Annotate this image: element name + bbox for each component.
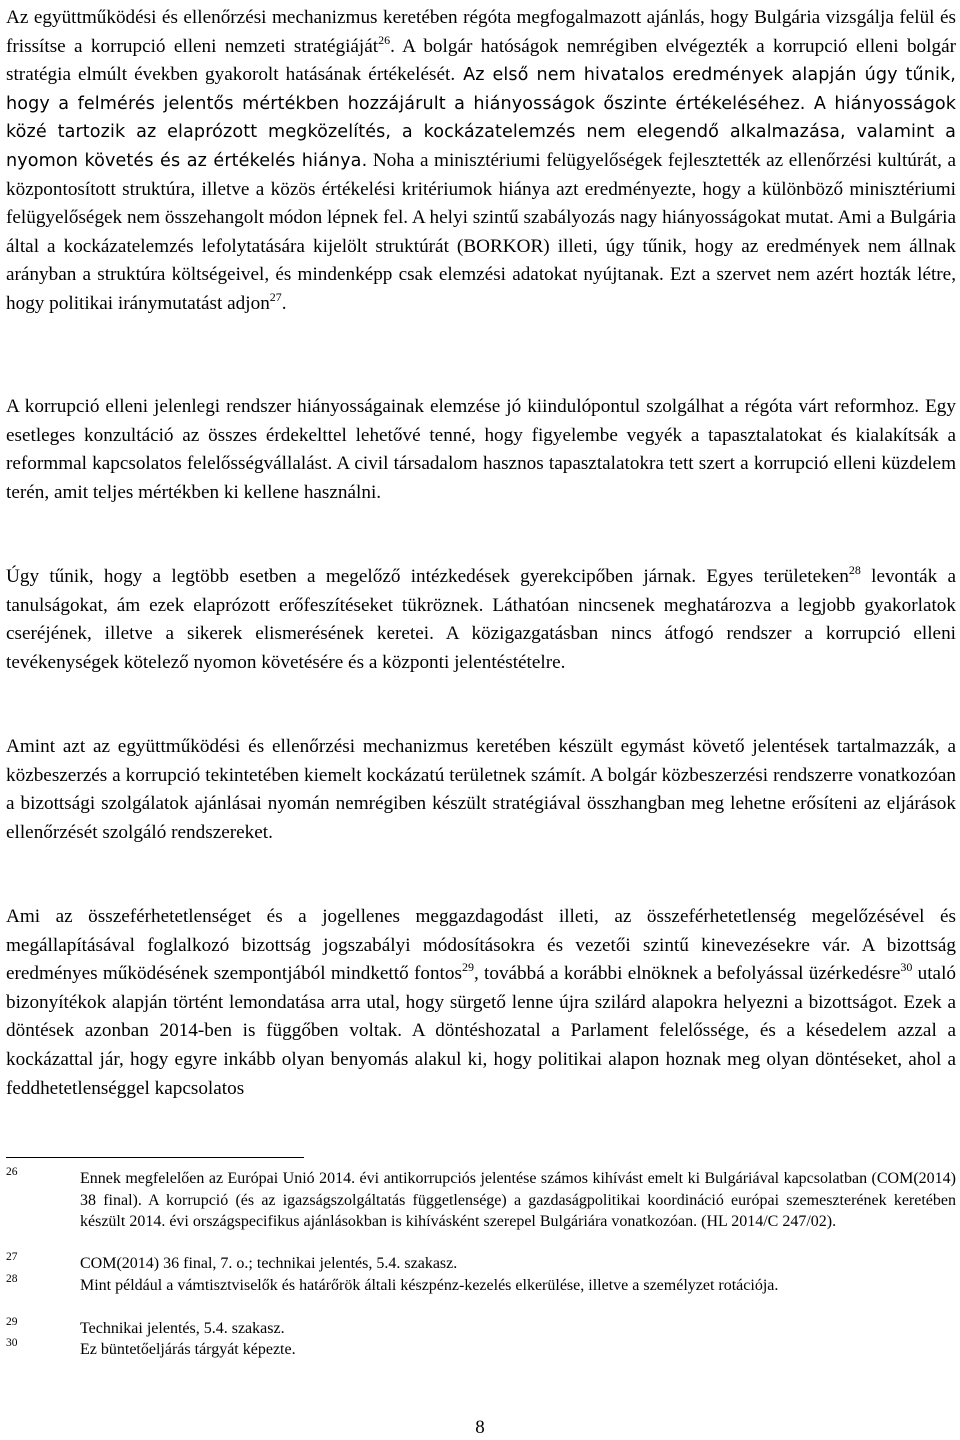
p1-text-d: Noha a minisztériumi felügyelőségek fejlesztették az ellenőrzési kultúrát, a központosított struktúra, illetve a közös értékelési kritériumok hiánya azt eredményezte, hogy a különböző minisztériumi felügyelőségek nem összehangolt módon lépnek fel. A helyi szintű szabályozás nagy hiányosságokat mutat. xyxy=(6,149,956,229)
p1-text-a: Az együttműködési és ellenőrzési mechanizmus keretében régóta megfogalmazott ajánlás, hogy Bulgária vizsgálja felül és frissítse a korrupció elleni nemzeti stratégiáját xyxy=(6,7,956,57)
p1-text-c: Az első nem hivatalos eredmények alapján úgy tűnik, hogy a felmérés jelentős mértékben hozzájárult a hiányosságok őszinte értékeléséhez. A hiányosságok közé tartozik az elaprózott megközelítés, a kockázatelemzés nem elegendő alkalmazása, valamint a nyomon követés és az értékelés hiánya. xyxy=(6,65,957,171)
footnote-ref-30[interactable]: 30 xyxy=(900,960,913,975)
footnote-text: Technikai jelentés, 5.4. szakasz. xyxy=(80,1320,285,1337)
paragraph-4: Amint azt az együttműködési és ellenőrzési mechanizmus keretében készült egymást követő jelentések tartalmazzák, a közbeszerzés a korrupció tekintetében kiemelt kockázatú területnek számít. A bolgár közbeszerzési rendszerre vonatkozóan a bizottsági szolgálatok ajánlásai nyomán nemrégiben készült stratégiával összhangban meg lehetne erősíteni az eljárások ellenőrzését szolgáló rendszereket. xyxy=(6,736,956,843)
p5-text-b: , továbbá a korábbi elnöknek a befolyással üzérkedésre xyxy=(473,963,901,985)
paragraph-3 xyxy=(6,563,956,677)
footnote-28 xyxy=(6,1275,956,1297)
p1-text-b: . A bolgár hatóságok nemrégiben elvégezték a korrupció elleni bolgár stratégia elmúlt években gyakorolt hatásának értékelését. xyxy=(6,35,956,86)
footnote-29 xyxy=(6,1318,956,1340)
p3-text-a: Úgy tűnik, hogy a legtöbb esetben a megelőző intézkedések gyerekcipőben járnak. Egyes területeken xyxy=(6,566,849,587)
footnote-text: Mint például a vámtisztviselők és határőrök általi készpénz-kezelés elkerülése, illetve a személyzet rotációja. xyxy=(80,1277,779,1294)
p1-text-f: . xyxy=(281,292,287,314)
page-number: 8 xyxy=(475,1417,485,1438)
p3-text-b: levonták a tanulságokat, ám ezek elaprózott erőfeszítéseket tükröznek. Láthatóan nincsenek meghatározva a legjobb gyakorlatok cseréjének, illetve a sikerek elismerésének keretei. A közigazgatásban nincs átfogó rendszer a korrupció elleni tevékenységek kötelező nyomon követésére és a központi jelentéstételre. xyxy=(6,566,956,673)
footnote-separator xyxy=(6,1157,304,1158)
footnote-ref-28[interactable]: 28 xyxy=(848,563,861,577)
paragraph-2: A korrupció elleni jelenlegi rendszer hiányosságainak elemzése jó kiindulópontul szolgálhat a régóta várt reformhoz. Egy esetleges konzultáció az összes érdekelttel lehetővé tenné, hogy figyelembe vegyék a tapasztalatokat és kialakítsák a reformmal kapcsolatos felelősségvállalást. A civil társadalom hasznos tapasztalatokra tett szert a korrupció elleni küzdelem terén, amit teljes mértékben ki kellene használni. xyxy=(6,396,956,503)
p1-text-e: Ami a Bulgária által a kockázatelemzés lefolytatására kijelölt struktúrát (BORKOR) illeti, úgy tűnik, hogy az eredmények nem állnak arányban a struktúra költségeivel, és mindenképp csak elemzési adatokat nyújtanak. Ezt a szervet nem azért hozták létre, hogy politikai iránymutatást adjon xyxy=(6,207,957,314)
footnote-number: 26 xyxy=(6,1166,18,1178)
footnote-number: 28 xyxy=(6,1273,18,1285)
footnote-text: Ez büntetőeljárás tárgyát képezte. xyxy=(80,1341,296,1358)
footnote-number: 29 xyxy=(6,1316,18,1328)
footnote-number: 27 xyxy=(6,1251,18,1263)
footnote-ref-26[interactable]: 26 xyxy=(378,32,391,47)
footnote-27 xyxy=(6,1253,956,1275)
footnote-26 xyxy=(6,1168,956,1233)
footnote-text: Ennek megfelelően az Európai Unió 2014. évi antikorrupciós jelentése számos kihívást emelt ki Bulgáriával kapcsolatban (COM(2014) 38 final). A korrupció (és az igazságszolgáltatás függetlensége) a gazdaságpolitikai koordináció európai szemeszterének keretében készült 2014. évi országspecifikus ajánlásokban is kihívásként szerepel Bulgáriára vonatkozóan. (HL 2014/C 247/02). xyxy=(80,1170,956,1230)
paragraph-1 xyxy=(6,4,956,319)
footnote-30 xyxy=(6,1339,956,1361)
footnote-ref-29[interactable]: 29 xyxy=(461,960,474,975)
p5-text-a: Ami az összeférhetetlenséget és a jogellenes meggazdagodást illeti, az összeférhetetlenség megelőzésével és megállapításával foglalkozó bizottság jogszabályi módosításokra és vezetői szintű kinevezésekre vár. A bizottság eredményes működésének szempontjából mindkettő fontos xyxy=(6,906,956,985)
paragraph-5 xyxy=(6,903,956,1103)
footnote-ref-27[interactable]: 27 xyxy=(269,289,282,304)
footnote-text: COM(2014) 36 final, 7. o.; technikai jelentés, 5.4. szakasz. xyxy=(80,1255,458,1272)
p5-text-c: utaló bizonyítékok alapján történt lemondatása arra utal, hogy sürgető lenne újra szilárd alapokra helyezni a bizottságot. Ezek a döntések azonban 2014-ben is függőben voltak. A döntéshozatal a Parlament felelőssége, és a késedelem azzal a kockázattal jár, hogy egyre inkább olyan benyomás alakul ki, hogy politikai alapon hoznak meg olyan döntéseket, ahol a feddhetetlenséggel kapcsolatos xyxy=(6,963,956,1099)
footnote-number: 30 xyxy=(6,1337,18,1349)
